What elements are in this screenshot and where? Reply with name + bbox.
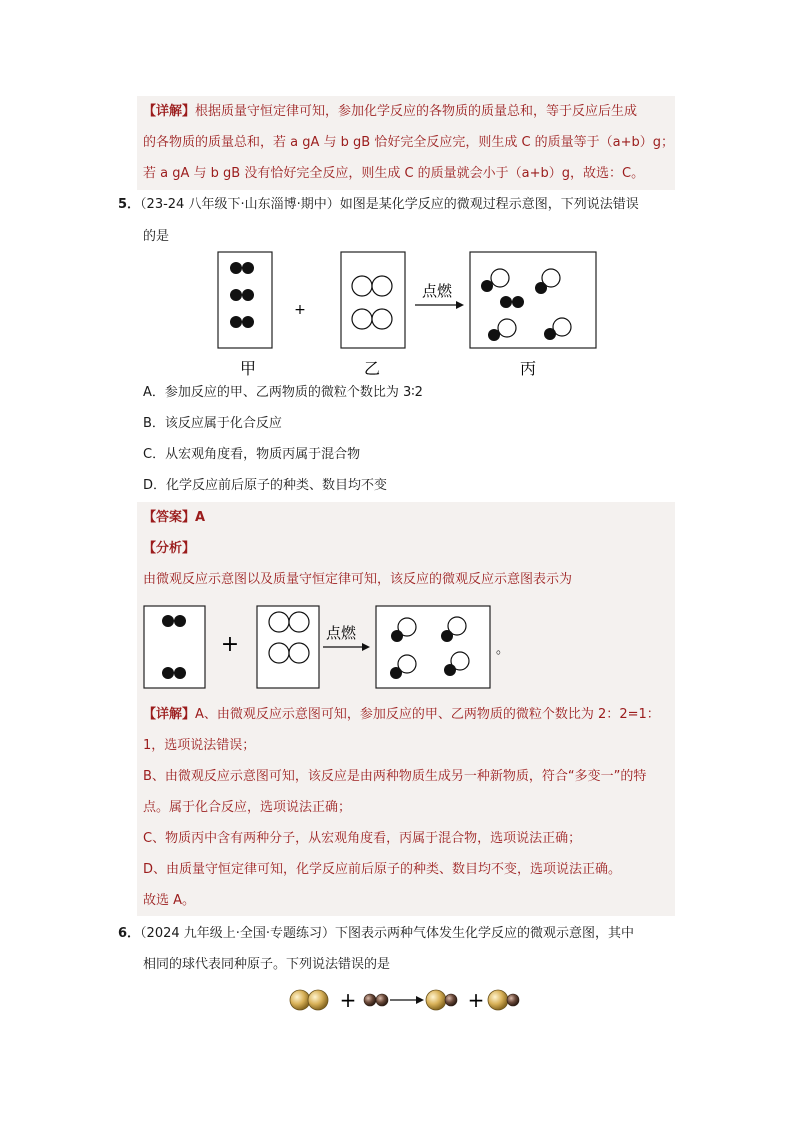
analysis-text: 由微观反应示意图以及质量守恒定律可知，该反应的微观反应示意图表示为 bbox=[143, 572, 573, 587]
detail-1-text-1: 根据质量守恒定律可知，参加化学反应的各物质的质量总和，等于反应后生成 bbox=[195, 104, 638, 119]
q5-detail-line-3: B、由微观反应示意图可知，该反应是由两种物质生成另一种新物质，符合“多变一”的特 bbox=[143, 769, 647, 784]
label-bing: 丙 bbox=[519, 359, 537, 378]
q5-detail-text-1: A、由微观反应示意图可知，参加反应的甲、乙两物质的微粒个数比为 2：2=1： bbox=[195, 707, 660, 722]
box-yi bbox=[341, 252, 405, 348]
q6-gold-molecule bbox=[290, 990, 328, 1010]
q6-stem-line-2: 相同的球代表同种原子。下列说法错误的是 bbox=[143, 957, 391, 972]
q6-reaction-figure bbox=[288, 986, 528, 1016]
q5-option-c[interactable]: C．从宏观角度看，物质丙属于混合物 bbox=[143, 447, 361, 462]
q6-stem-line-1 bbox=[118, 924, 634, 944]
answer-value: A bbox=[195, 510, 206, 525]
detail-1-line-1 bbox=[143, 102, 637, 122]
fig2-box-jia bbox=[144, 606, 205, 688]
q5-option-a[interactable]: A．参加反应的甲、乙两物质的微粒个数比为 3∶2 bbox=[143, 385, 423, 400]
q6-product-molecule-1 bbox=[426, 990, 457, 1010]
q5-detail-tag: 【详解】 bbox=[143, 707, 196, 722]
q5-detail-line-2: 1，选项说法错误； bbox=[143, 738, 256, 753]
detail-1-line-2: 的各物质的质量总和，若 a gA 与 b gB 恰好完全反应完，则生成 C 的质量等于（a+b）g； bbox=[143, 135, 675, 150]
q5-number: 5． bbox=[118, 197, 141, 212]
q6-brown-molecule bbox=[364, 994, 388, 1006]
q6-number: 6． bbox=[118, 926, 141, 941]
q5-stem-text: （23-24 八年级下·山东淄博·期中）如图是某化学反应的微观过程示意图，下列说法错误 bbox=[140, 197, 639, 212]
q5-stem-line-2: 的是 bbox=[143, 229, 170, 244]
q5-reaction-figure bbox=[210, 248, 610, 380]
q5-stem-line-1 bbox=[118, 195, 639, 215]
q5-detail-line-6: D、由质量守恒定律可知，化学反应前后原子的种类、数目均不变，选项说法正确。 bbox=[143, 862, 622, 877]
fig2-end-mark: 。 bbox=[496, 642, 510, 657]
q5-option-d[interactable]: D．化学反应前后原子的种类、数目均不变 bbox=[143, 478, 388, 493]
analysis-tag: 【分析】 bbox=[143, 541, 196, 556]
q6-stem-text: （2024 九年级上·全国·专题练习）下图表示两种气体发生化学反应的微观示意图，其中 bbox=[140, 926, 635, 941]
label-yi: 乙 bbox=[363, 359, 381, 378]
q5-detail-line-5: C、物质丙中含有两种分子，从宏观角度看，丙属于混合物，选项说法正确； bbox=[143, 831, 582, 846]
detail-1-line-3: 若 a gA 与 b gB 没有恰好完全反应，则生成 C 的质量就会小于（a+b）g，故选：C。 bbox=[143, 166, 645, 181]
q6-plus-1: + bbox=[339, 988, 357, 1012]
q6-plus-2: + bbox=[467, 988, 485, 1012]
q5-analysis-figure bbox=[140, 603, 510, 691]
answer-tag: 【答案】 bbox=[143, 510, 196, 525]
q5-option-b[interactable]: B．该反应属于化合反应 bbox=[143, 416, 282, 431]
q5-detail-line-4: 点。属于化合反应，选项说法正确； bbox=[143, 800, 352, 815]
q5-detail-line-7: 故选 A。 bbox=[143, 893, 196, 908]
label-jia: 甲 bbox=[239, 359, 257, 378]
fig2-plus: + bbox=[220, 632, 240, 657]
q5-detail-line-1 bbox=[143, 705, 660, 725]
fig2-arrow-label: 点燃 bbox=[325, 624, 357, 642]
detail-tag: 【详解】 bbox=[143, 104, 196, 119]
arrow-label-ignite: 点燃 bbox=[421, 282, 453, 300]
answer-line bbox=[143, 508, 205, 528]
q6-product-molecule-2 bbox=[488, 990, 519, 1010]
figure-plus: + bbox=[294, 302, 306, 318]
